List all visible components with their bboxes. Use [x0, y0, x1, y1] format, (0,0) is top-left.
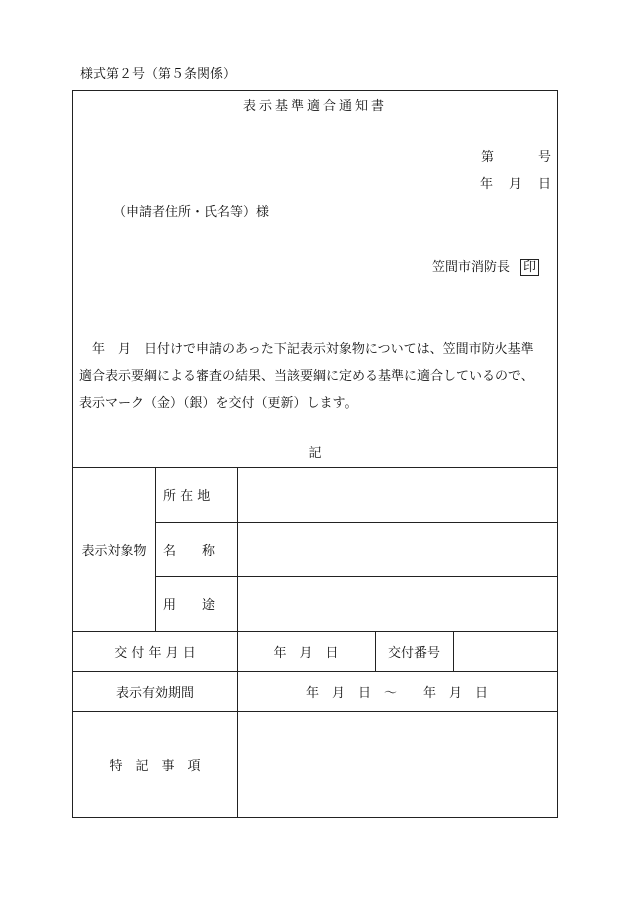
notice-body	[79, 336, 555, 417]
date-day: 日	[537, 177, 551, 192]
date-year: 年	[479, 177, 493, 192]
validity-label: 表示有効期間	[115, 685, 194, 701]
issue-date-value: 年 月 日	[273, 645, 339, 661]
usage-label: 用 途	[163, 598, 216, 613]
object-label: 表示対象物	[81, 543, 147, 559]
name-value-cell[interactable]	[238, 523, 557, 576]
number-prefix: 第	[480, 150, 494, 165]
object-label-cell	[73, 467, 155, 631]
notice-form-frame	[72, 90, 558, 818]
seal-box: 印	[520, 259, 539, 276]
validity-value-cell[interactable]	[237, 671, 557, 711]
issue-number-label-cell	[375, 631, 453, 671]
issuer-name: 笠間市消防長	[431, 260, 510, 275]
remarks-label: 特 記 事 項	[109, 758, 201, 774]
body-line-3: 表示マーク（金）（銀）を交付（更新）します。	[79, 396, 358, 411]
issue-date-label: 交 付 年 月 日	[114, 645, 196, 661]
remarks-label-cell	[73, 711, 237, 817]
validity-value: 年 月 日 ～ 年 月 日	[305, 685, 488, 701]
col-line-object	[155, 467, 156, 631]
location-label-cell	[163, 467, 237, 522]
usage-value-cell[interactable]	[238, 577, 557, 631]
addressee: （申請者住所・氏名等）様	[113, 205, 270, 220]
location-label: 所 在 地	[163, 489, 211, 504]
usage-label-cell	[163, 576, 237, 631]
validity-label-cell	[73, 671, 237, 711]
issuer-line	[432, 259, 539, 276]
location-value-cell[interactable]	[238, 468, 557, 522]
name-label-cell	[163, 522, 237, 576]
body-line-2: 適合表示要綱による審査の結果、当該要綱に定める基準に適合しているので、	[79, 369, 534, 384]
issue-number-label: 交付番号	[387, 645, 440, 661]
document-number-line	[481, 151, 551, 164]
ki-heading: 記	[308, 446, 322, 461]
remarks-value-cell[interactable]	[238, 712, 557, 817]
number-suffix: 号	[537, 150, 551, 165]
issue-date-label-cell	[73, 631, 237, 671]
body-line-1: 年 月 日付けで申請のあった下記表示対象物については、笠間市防火基準	[92, 342, 534, 357]
document-title: 表示基準適合通知書	[242, 99, 387, 114]
issue-number-value-cell[interactable]	[454, 631, 557, 671]
form-number: 様式第２号（第５条関係）	[80, 67, 237, 82]
document-date-line	[480, 178, 551, 191]
date-month: 月	[508, 177, 522, 192]
issue-date-value-cell[interactable]	[237, 631, 375, 671]
name-label: 名 称	[163, 543, 216, 559]
